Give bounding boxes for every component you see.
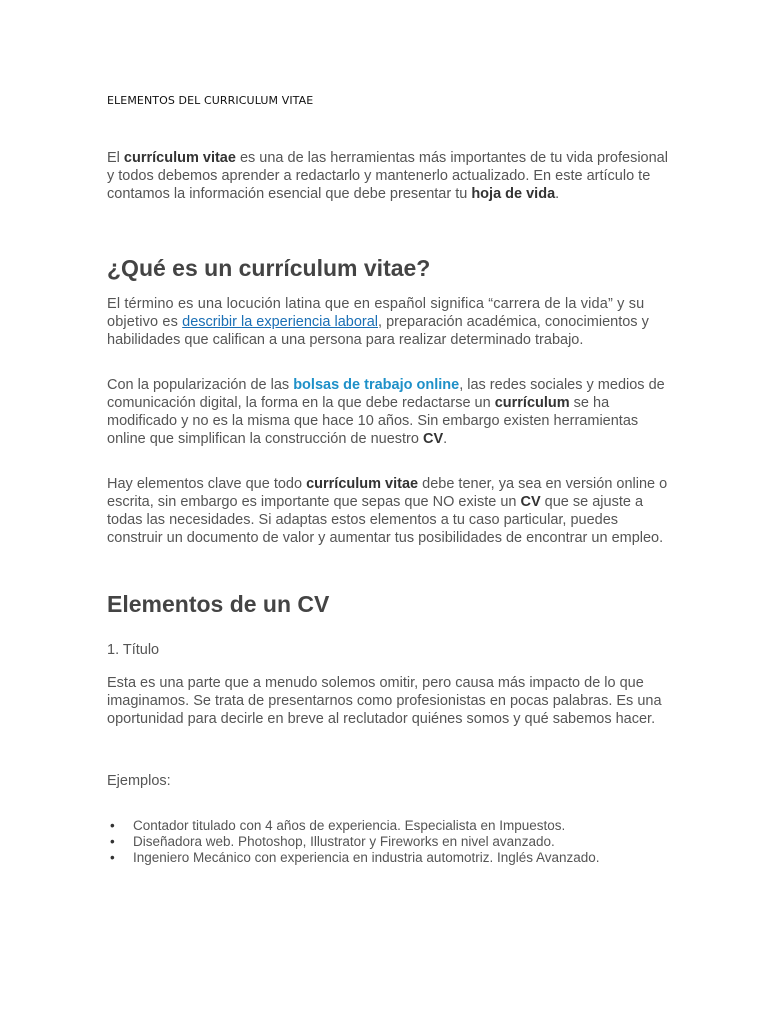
popularization-text-3: se ha modificado y no es la misma que hace 10 años. Sin embargo existen herramientas online que simplifican la construcción de nuestro <box>107 395 639 447</box>
intro-text-3: . <box>555 186 560 202</box>
bullet-icon: • <box>110 850 115 865</box>
popularization-text-4: . <box>443 431 448 447</box>
example-text: Ingeniero Mecánico con experiencia en industria automotriz. Inglés Avanzado. <box>133 850 600 865</box>
list-item <box>107 834 600 850</box>
example-text: Diseñadora web. Photoshop, Illustrator y Fireworks en nivel avanzado. <box>133 834 555 849</box>
section-heading-que-es: ¿Qué es un currículum vitae? <box>107 255 431 281</box>
list-item <box>107 818 600 834</box>
document-title: ELEMENTOS DEL CURRICULUM VITAE <box>107 94 314 107</box>
bullet-icon: • <box>110 818 115 833</box>
section-heading-elementos: Elementos de un CV <box>107 591 330 617</box>
popularization-text-1: Con la popularización de las <box>107 377 294 393</box>
intro-bold-hoja: hoja de vida <box>471 186 556 202</box>
definition-text-1: El término es una locución latina que en español significa “carrera de la vida” y su objetivo es <box>107 296 645 330</box>
popularization-paragraph <box>107 376 677 448</box>
example-text: Contador titulado con 4 años de experiencia. Especialista en Impuestos. <box>133 818 566 833</box>
bullet-icon: • <box>110 834 115 849</box>
intro-text-2: es una de las herramientas más importantes de tu vida profesional y todos debemos aprender a redactarlo y mantenerlo actualizado. En este artículo te contamos la información esencial que debe presentar tu <box>107 150 668 202</box>
examples-list <box>107 818 600 866</box>
key-elements-text-2: debe tener, ya sea en versión online o escrita, sin embargo es importante que sepas que NO existe un <box>107 476 668 510</box>
intro-text-1: El <box>107 150 124 166</box>
key-elements-paragraph <box>107 475 677 547</box>
key-elements-text-3: que se ajuste a todas las necesidades. Si adaptas estos elementos a tu caso particular, puedes construir un documento de valor y aumentar tus posibilidades de encontrar un empleo. <box>107 494 664 546</box>
item-title-label: 1. Título <box>107 642 160 658</box>
item-title-description: Esta es una parte que a menudo solemos omitir, pero causa más impacto de lo que imaginamos. Se trata de presentarnos como profesionistas en pocas palabras. Es una oportunidad para decirle en breve al reclutador quiénes somos y qué sabemos hacer. <box>107 675 662 727</box>
popularization-bold-curriculum: currículum <box>494 395 570 411</box>
experience-link[interactable]: describir la experiencia laboral <box>182 314 379 330</box>
key-elements-bold-cv: CV <box>520 494 541 510</box>
definition-text-2: , preparación académica, conocimientos y habilidades que califican a una persona para realizar determinado trabajo. <box>107 314 649 348</box>
key-elements-text-1: Hay elementos clave que todo <box>107 476 307 492</box>
job-boards-highlight: bolsas de trabajo online <box>293 377 460 393</box>
definition-paragraph <box>107 295 677 349</box>
examples-label: Ejemplos: <box>107 773 171 789</box>
key-elements-bold-cv-vitae: currículum vitae <box>306 476 419 492</box>
popularization-bold-cv: CV <box>422 431 444 447</box>
intro-paragraph <box>107 149 677 203</box>
intro-bold-cv: currículum vitae <box>123 150 236 166</box>
list-item <box>107 850 600 866</box>
popularization-text-2: , las redes sociales y medios de comunicación digital, la forma en la que debe redactarse un <box>107 377 665 411</box>
